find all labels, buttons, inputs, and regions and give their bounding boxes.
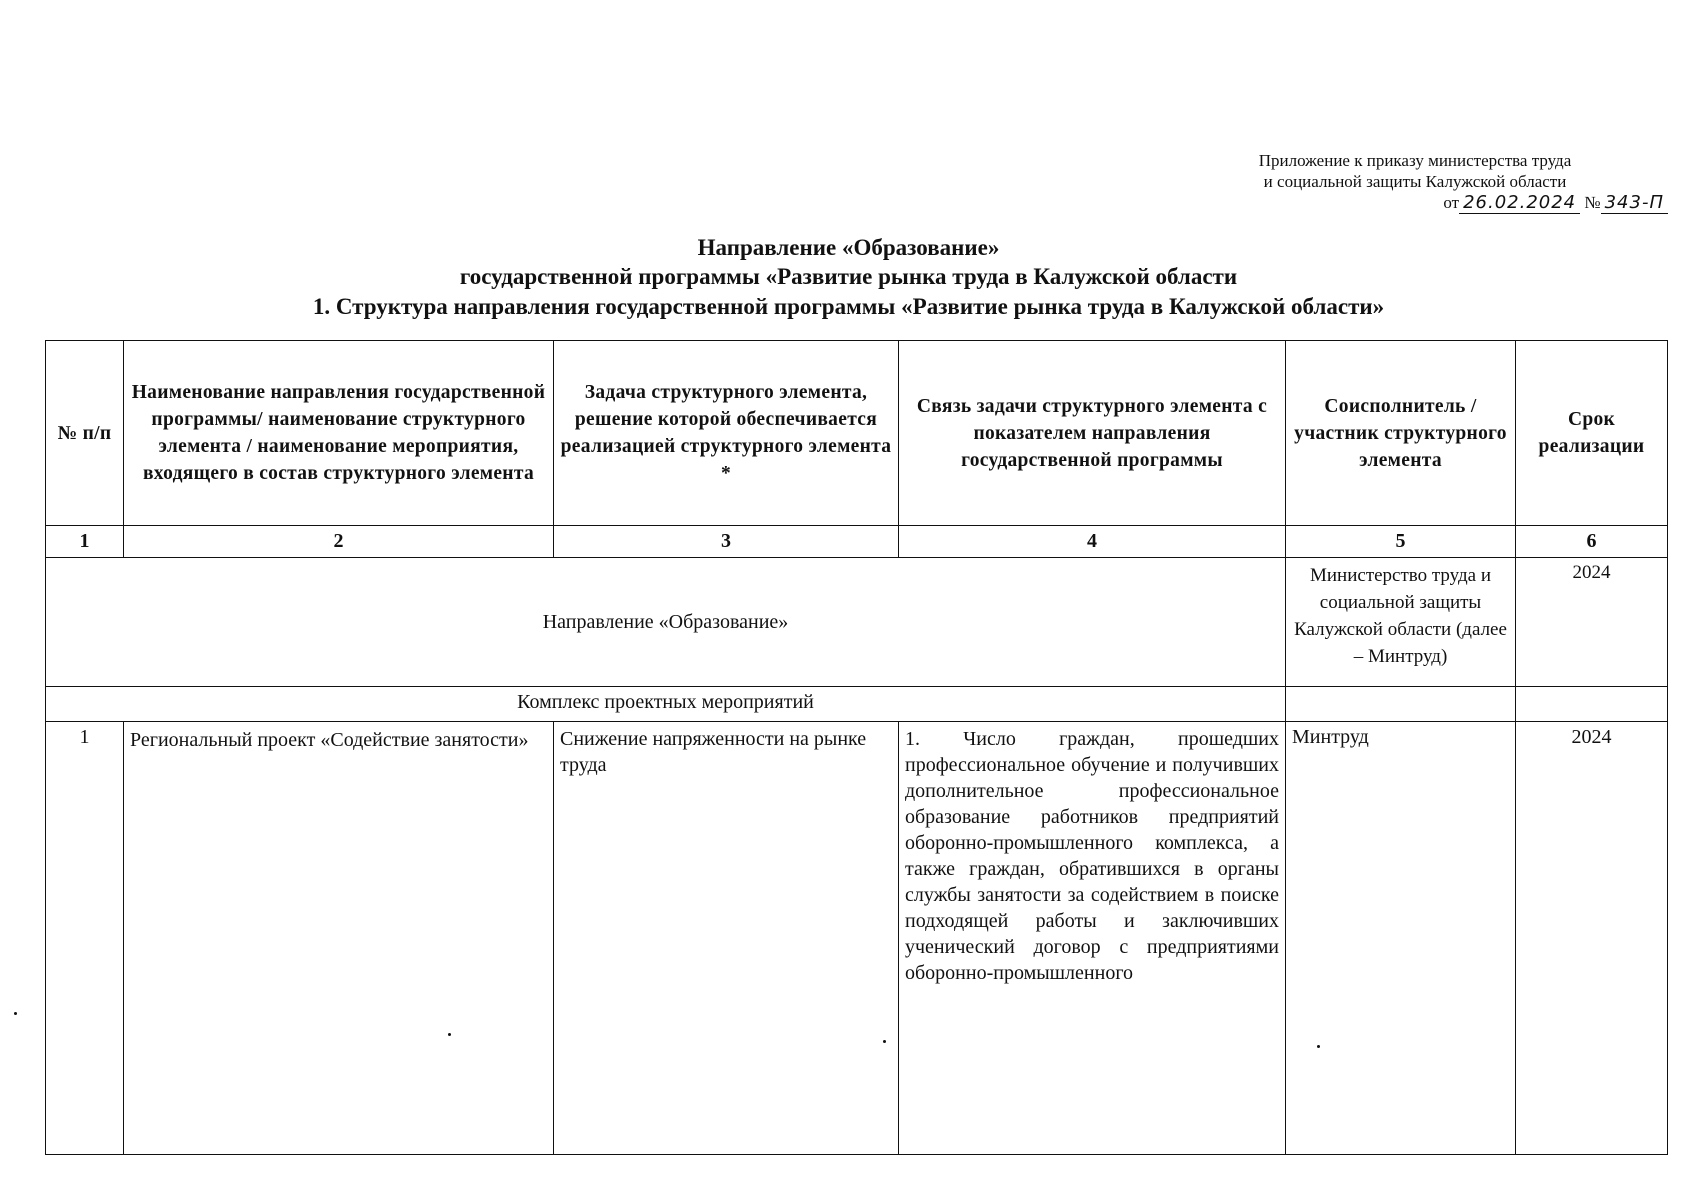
- direction-term: 2024: [1516, 558, 1668, 687]
- header-row: [46, 341, 1668, 526]
- annex-line-1: Приложение к приказу министерства труда: [1258, 151, 1572, 170]
- header-link: Связь задачи структурного элемента с показателем направления государственной программы: [899, 341, 1286, 526]
- header-term: Срок реализации: [1516, 341, 1668, 526]
- direction-row: [46, 558, 1668, 687]
- row-executor: Минтруд: [1286, 722, 1516, 1155]
- complex-row: [46, 687, 1668, 722]
- header-name: Наименование направления государственной программы/ наименование структурного элемента / наименование мероприятия, входящего в состав структурного элемента: [124, 341, 554, 526]
- order-prefix: от: [1443, 193, 1460, 212]
- col-number: 2: [124, 526, 554, 558]
- annex-note: [1150, 150, 1680, 214]
- scan-speck: [448, 1033, 451, 1036]
- scan-speck: [14, 1012, 17, 1015]
- row-task: Снижение напряженности на рынке труда: [554, 722, 899, 1155]
- annex-line-2: и социальной защиты Калужской области: [1263, 172, 1567, 191]
- row-name: Региональный проект «Содействие занятости»: [124, 722, 554, 1155]
- scan-speck: [883, 1040, 886, 1043]
- col-number: 3: [554, 526, 899, 558]
- order-line: [1150, 192, 1680, 214]
- header-executor: Соисполнитель / участник структурного элемента: [1286, 341, 1516, 526]
- header-task: Задача структурного элемента, решение которой обеспечивается реализацией структурного элемента *: [554, 341, 899, 526]
- complex-term-empty: [1516, 687, 1668, 722]
- order-number: 343-П: [1601, 192, 1668, 214]
- col-number: 4: [899, 526, 1286, 558]
- table-row: [46, 722, 1668, 1155]
- col-number: 6: [1516, 526, 1668, 558]
- order-no-prefix: №: [1584, 193, 1601, 212]
- col-number: 1: [46, 526, 124, 558]
- row-term: 2024: [1516, 722, 1668, 1155]
- column-numbers-row: [46, 526, 1668, 558]
- row-num: 1: [46, 722, 124, 1155]
- scan-speck: [1317, 1045, 1320, 1048]
- direction-label: Направление «Образование»: [46, 558, 1286, 687]
- row-link: 1. Число граждан, прошедших профессиональное обучение и получивших дополнительное профессиональное образование работников предприятий оборонно-промышленного комплекса, а также граждан, обратившихся в органы службы занятости за содействием в поиске подходящей работы и заключивших ученический договор с предприятиями оборонно-промышленного: [899, 722, 1286, 1155]
- col-number: 5: [1286, 526, 1516, 558]
- title-line-2: государственной программы «Развитие рынка труда в Калужской области: [459, 264, 1238, 289]
- title-line-3: 1. Структура направления государственной программы «Развитие рынка труда в Калужской области»: [312, 294, 1385, 319]
- header-num: № п/п: [46, 341, 124, 526]
- title-line-1: Направление «Образование»: [697, 235, 1000, 260]
- direction-executor: Министерство труда и социальной защиты Калужской области (далее – Минтруд): [1286, 558, 1516, 687]
- complex-label: Комплекс проектных мероприятий: [46, 687, 1286, 722]
- complex-executor-empty: [1286, 687, 1516, 722]
- structure-table: [45, 340, 1668, 1155]
- order-date: 26.02.2024: [1459, 192, 1580, 214]
